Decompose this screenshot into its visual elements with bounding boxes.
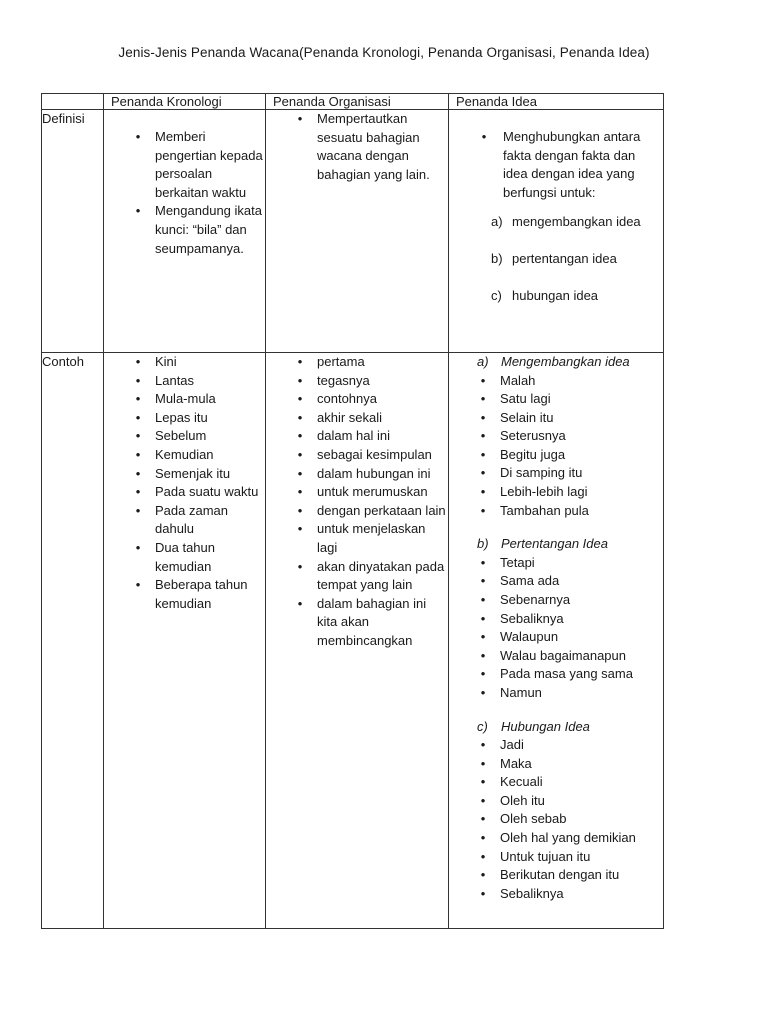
list-item-text: contohnya [317,391,377,407]
list-item-text: Sebenarnya [500,591,571,607]
bullet-icon: • [297,391,303,407]
list-item-text: akan dinyatakan pada tempat yang lain [317,558,445,593]
list-item-text: Kecuali [500,774,543,790]
list-item [104,409,265,428]
list-item-text: Kemudian [155,446,214,462]
list-item-text: Seterusnya [500,428,566,444]
list-item [266,558,448,595]
list-item [104,483,265,502]
list-item-text: Jadi [500,737,524,752]
definisi-organisasi-list [266,110,448,184]
list-item-text: Sebaliknya [500,885,564,901]
bullet-icon: • [135,465,141,481]
group-list [449,372,663,521]
list-item-text: Walaupun [500,629,559,645]
list-item [449,810,663,829]
list-item [449,610,663,629]
list-item [266,502,448,521]
definisi-idea-list [449,128,663,202]
group-heading-text: Mengembangkan idea [501,354,630,369]
alpha-text: pertentangan idea [512,251,617,267]
bullet-icon: • [297,521,303,537]
bullet-icon: • [480,737,486,752]
bullet-icon: • [480,829,486,845]
list-item [104,576,265,613]
header-row [42,94,664,110]
bullet-icon: • [297,409,303,425]
bullet-icon: • [135,203,141,219]
bullet-icon: • [480,446,486,462]
list-item-text: untuk menjelaskan lagi [317,521,426,555]
bullet-icon: • [297,354,303,369]
bullet-icon: • [135,354,141,369]
bullet-icon: • [480,610,486,626]
list-item-text: dalam hubungan ini [317,465,431,481]
bullet-icon: • [135,428,141,444]
list-item-text: Beberapa tahun kemudian [155,577,248,611]
list-item [104,390,265,409]
bullet-icon: • [480,391,486,407]
list-item-text: Sama ada [500,573,560,589]
bullet-icon: • [480,484,486,500]
header-kronologi: Penanda Kronologi [104,94,266,110]
alpha-marker: b) [491,251,503,267]
list-item-text: Kini [155,354,177,369]
bullet-icon: • [480,465,486,481]
list-item-text: Oleh hal yang demikian [500,829,636,845]
header-empty [42,94,104,110]
list-item-text: Tambahan pula [500,502,589,518]
bullet-icon: • [297,484,303,500]
list-item-text: dengan perkataan lain [317,502,446,518]
list-item [104,427,265,446]
definisi-kronologi-cell [104,110,266,353]
list-item-text: Memberi pengertian kepada persoalan berkaitan waktu [155,129,263,200]
list-item-text: Walau bagaimanapun [500,647,626,663]
group-marker: a) [477,354,489,369]
list-item-text: Mengandung ikata kunci: “bila” dan seumpamanya. [155,203,262,256]
list-item [449,848,663,867]
list-item-text: Selain itu [500,409,554,425]
contoh-organisasi-list [266,353,448,651]
bullet-icon: • [480,792,486,808]
contoh-kronologi-cell [104,353,266,929]
list-item [449,647,663,666]
list-item-text: Lebih-lebih lagi [500,484,588,500]
alpha-text: hubungan idea [512,288,599,304]
bullet-icon: • [297,111,303,126]
bullet-icon: • [135,577,141,593]
bullet-icon: • [135,484,141,500]
list-item-text: Dua tahun kemudian [155,539,215,574]
contoh-organisasi-cell [266,353,449,929]
header-organisasi: Penanda Organisasi [266,94,449,110]
list-item [104,372,265,391]
bullet-icon: • [480,409,486,425]
list-item-text: pertama [317,354,365,369]
list-item [449,736,663,755]
list-item-text: Mempertautkan sesuatu bahagian wacana dengan bahagian yang lain. [317,111,430,182]
list-item [449,572,663,591]
alpha-item [449,287,663,305]
bullet-icon: • [480,428,486,444]
bullet-icon: • [297,465,303,481]
list-item [266,483,448,502]
list-item [266,353,448,372]
group-marker: b) [477,536,489,552]
list-item [104,202,265,258]
definisi-idea-text: Menghubungkan antara fakta dengan fakta dan idea dengan idea yang berfungsi untuk: [503,129,641,200]
bullet-icon: • [297,595,303,611]
list-item [449,427,663,446]
list-item-text: Maka [500,755,532,771]
group-list [449,554,663,703]
bullet-icon: • [297,558,303,574]
list-item [449,372,663,391]
alpha-item [449,213,663,231]
alpha-text: mengembangkan idea [512,214,641,230]
list-item-text: dalam bahagian ini kita akan membincangkan [317,595,427,648]
list-item-text: Begitu juga [500,446,566,462]
list-item-text: Untuk tujuan itu [500,848,591,864]
bullet-icon: • [480,554,486,570]
list-item [449,755,663,774]
list-item [104,539,265,576]
list-item-text: tegasnya [317,372,370,388]
list-item [449,628,663,647]
list-item-text: untuk merumuskan [317,484,428,500]
list-item-text: sebagai kesimpulan [317,446,432,462]
list-item [449,591,663,610]
list-item [266,595,448,651]
group-heading-text: Hubungan Idea [501,718,590,734]
list-item-text: Sebaliknya [500,610,564,626]
list-item-text: Tetapi [500,554,535,570]
group-heading [449,353,663,372]
list-item-text: Lepas itu [155,409,208,425]
bullet-icon: • [297,428,303,444]
list-item-text: Namun [500,684,542,700]
contoh-kronologi-list [104,353,265,613]
list-item [449,554,663,573]
list-item [449,390,663,409]
list-item [449,792,663,811]
list-item-text: Di samping itu [500,465,583,481]
group-heading [449,535,663,554]
list-item [449,866,663,885]
bullet-icon: • [480,684,486,700]
list-item-text: Sebelum [155,428,207,444]
bullet-icon: • [480,502,486,518]
list-item-text: Pada zaman dahulu [155,502,228,537]
list-item [449,409,663,428]
bullet-icon: • [480,867,486,883]
bullet-icon: • [480,755,486,771]
list-item [104,502,265,539]
list-item [449,464,663,483]
bullet-icon: • [480,591,486,607]
definisi-idea-cell [449,110,664,353]
list-item [104,353,265,372]
group-heading-text: Pertentangan Idea [501,536,608,552]
alpha-marker: a) [491,214,503,230]
list-item-text: dalam hal ini [317,428,390,444]
list-item-text: Mula-mula [155,391,216,407]
list-item [104,446,265,465]
list-item [104,465,265,484]
bullet-icon: • [480,774,486,790]
bullet-icon: • [135,372,141,388]
row-label-contoh: Contoh [42,353,104,929]
header-idea: Penanda Idea [449,94,664,110]
list-item [266,110,448,184]
bullet-icon: • [480,666,486,682]
bullet-icon: • [135,502,141,518]
list-item [449,446,663,465]
list-item [449,665,663,684]
bullet-icon: • [297,372,303,388]
list-item [449,483,663,502]
list-item [266,409,448,428]
definisi-row [42,110,664,353]
list-item [266,465,448,484]
list-item [449,502,663,521]
group-marker: c) [477,718,488,734]
list-item [449,829,663,848]
list-item-text: Satu lagi [500,391,551,407]
definisi-organisasi-cell [266,110,449,353]
alpha-marker: c) [491,288,502,304]
group-heading [449,718,663,737]
bullet-icon: • [480,885,486,901]
alpha-item [449,250,663,268]
list-item [449,773,663,792]
bullet-icon: • [135,409,141,425]
contoh-idea-cell [449,353,664,929]
list-item [266,427,448,446]
list-item-text: Pada masa yang sama [500,666,633,682]
bullet-icon: • [480,811,486,827]
list-item-text: Malah [500,372,536,388]
list-item [266,390,448,409]
list-item [266,372,448,391]
definisi-idea-alpha-list [449,213,663,305]
list-item [449,885,663,904]
list-item-text: Berikutan dengan itu [500,867,620,883]
contoh-row [42,353,664,929]
list-item [104,128,265,202]
page-title: Jenis-Jenis Penanda Wacana(Penanda Kronologi, Penanda Organisasi, Penanda Idea) [118,45,650,60]
list-item-text: Lantas [155,372,195,388]
list-item-text: Semenjak itu [155,465,231,481]
group-list [449,736,663,903]
bullet-icon: • [480,629,486,645]
contoh-idea-groups [449,353,663,903]
list-item-text: Oleh itu [500,792,545,808]
row-label-definisi: Definisi [42,110,104,353]
bullet-icon: • [480,647,486,663]
bullet-icon: • [481,129,487,144]
bullet-icon: • [480,372,486,388]
definisi-kronologi-list [104,128,265,258]
bullet-icon: • [480,848,486,864]
list-item-text: Oleh sebab [500,811,567,827]
bullet-icon: • [135,446,141,462]
bullet-icon: • [297,446,303,462]
bullet-icon: • [135,129,141,144]
list-item [449,128,663,202]
list-item [266,446,448,465]
bullet-icon: • [480,573,486,589]
penanda-wacana-table [41,93,664,929]
bullet-icon: • [135,391,141,407]
list-item-text: akhir sekali [317,409,383,425]
list-item-text: Pada suatu waktu [155,484,259,500]
bullet-icon: • [135,539,141,555]
list-item [449,684,663,703]
list-item [266,520,448,557]
bullet-icon: • [297,502,303,518]
